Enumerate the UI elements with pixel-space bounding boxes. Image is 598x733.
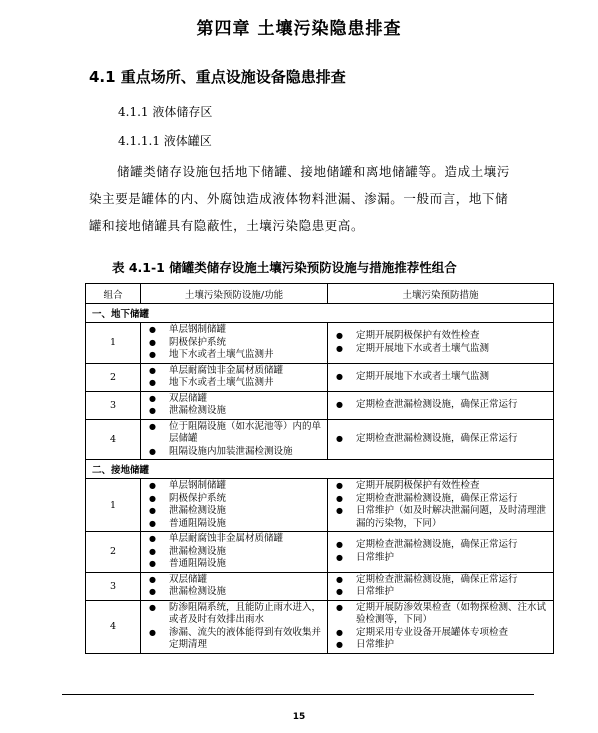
bullet-item: ● 泄漏检测设施 — [145, 546, 323, 559]
measures-cell — [328, 572, 554, 600]
row-number: 3 — [86, 572, 141, 600]
facilities-cell — [141, 323, 328, 364]
row-number: 4 — [86, 600, 141, 653]
table-row — [86, 363, 554, 391]
facilities-cell — [141, 363, 328, 391]
row-number: 2 — [86, 363, 141, 391]
table-row — [86, 323, 554, 364]
facilities-cell — [141, 419, 328, 460]
measures-cell — [328, 363, 554, 391]
section-title: 4.1 重点场所、重点设施设备隐患排查 — [89, 68, 346, 86]
bullet-item: ● 定期采用专业设备开展罐体专项检查 — [332, 627, 549, 640]
bullet-item: ● 定期开展阴极保护有效性检查 — [332, 330, 549, 343]
table-row — [86, 600, 554, 653]
bullet-item: ● 定期检查泄漏检测设施，确保正常运行 — [332, 493, 549, 506]
facilities-cell — [141, 479, 328, 532]
chapter-title: 第四章 土壤污染隐患排查 — [196, 19, 402, 39]
bullet-item: ● 定期开展地下水或者土壤气监测 — [332, 371, 549, 384]
bullet-item: ● 单层耐腐蚀非金属材质储罐 — [145, 365, 323, 378]
bullet-item: ● 定期开展地下水或者土壤气监测 — [332, 343, 549, 356]
footer-divider — [62, 694, 534, 695]
body-paragraph: 储罐类储存设施包括地下储罐、接地储罐和离地储罐等。造成土壤污染主要是罐体的内、外腐蚀造成液体物料泄漏、渗漏。一般而言，地下储罐和接地储罐具有隐蔽性，土壤污染隐患更高。 — [89, 164, 511, 233]
measures-cell — [328, 419, 554, 460]
group-label: 一、地下储罐 — [86, 304, 554, 323]
bullet-item: ● 单层钢制储罐 — [145, 324, 323, 337]
row-number: 3 — [86, 391, 141, 419]
bullet-item: ● 定期检查泄漏检测设施，确保正常运行 — [332, 433, 549, 446]
page-number: 15 — [292, 712, 306, 722]
table-group-row — [86, 304, 554, 323]
bullet-item: ● 日常维护 — [332, 552, 549, 565]
table-row — [86, 419, 554, 460]
table-row — [86, 479, 554, 532]
facilities-cell — [141, 391, 328, 419]
table-row — [86, 532, 554, 573]
bullet-item: ● 地下水或者土壤气监测井 — [145, 377, 323, 390]
bullet-item: ● 日常维护 — [332, 586, 549, 599]
bullet-item: ● 渗漏、流失的液体能得到有效收集并定期清理 — [145, 627, 323, 652]
bullet-item: ● 定期检查泄漏检测设施，确保正常运行 — [332, 539, 549, 552]
facilities-cell — [141, 572, 328, 600]
measures-cell — [328, 391, 554, 419]
bullet-item: ● 泄漏检测设施 — [145, 586, 323, 599]
bullet-item: ● 阴极保护系统 — [145, 493, 323, 506]
bullet-item: ● 地下水或者土壤气监测井 — [145, 349, 323, 362]
bullet-item: ● 普通阻隔设施 — [145, 558, 323, 571]
table-caption: 表 4.1-1 储罐类储存设施土壤污染预防设施与措施推荐性组合 — [112, 260, 457, 275]
bullet-item: ● 双层储罐 — [145, 393, 323, 406]
bullet-item: ● 防渗阻隔系统，且能防止雨水进入，或者及时有效排出雨水 — [145, 602, 323, 627]
bullet-item: ● 阴极保护系统 — [145, 337, 323, 350]
bullet-item: ● 定期开展防渗效果检查（如物探检测、注水试验检测等，下同） — [332, 602, 549, 627]
facilities-cell — [141, 600, 328, 653]
bullet-item: ● 泄漏检测设施 — [145, 405, 323, 418]
header-facilities: 土壤污染预防设施/功能 — [141, 284, 328, 304]
measures-cell — [328, 323, 554, 364]
measures-cell — [328, 600, 554, 653]
row-number: 1 — [86, 479, 141, 532]
bullet-item: ● 定期检查泄漏检测设施，确保正常运行 — [332, 574, 549, 587]
row-number: 1 — [86, 323, 141, 364]
measures-cell — [328, 532, 554, 573]
subsubsection-heading: 4.1.1.1 液体罐区 — [118, 134, 212, 148]
recommendation-table — [85, 283, 554, 654]
header-measures: 土壤污染预防措施 — [328, 284, 554, 304]
table-row — [86, 391, 554, 419]
row-number: 2 — [86, 532, 141, 573]
bullet-item: ● 单层耐腐蚀非金属材质储罐 — [145, 533, 323, 546]
bullet-item: ● 泄漏检测设施 — [145, 505, 323, 518]
bullet-item: ● 普通阻隔设施 — [145, 518, 323, 531]
table-row — [86, 572, 554, 600]
row-number: 4 — [86, 419, 141, 460]
group-label: 二、接地储罐 — [86, 460, 554, 479]
subsection-heading: 4.1.1 液体储存区 — [118, 105, 213, 119]
bullet-item: ● 日常维护（如及时解决泄漏问题，及时清理泄漏的污染物，下同） — [332, 505, 549, 530]
bullet-item: ● 日常维护 — [332, 639, 549, 652]
bullet-item: ● 定期开展阴极保护有效性检查 — [332, 480, 549, 493]
facilities-cell — [141, 532, 328, 573]
bullet-item: ● 双层储罐 — [145, 574, 323, 587]
bullet-item: ● 阻隔设施内加装泄漏检测设施 — [145, 446, 323, 459]
header-combination: 组合 — [86, 284, 141, 304]
bullet-item: ● 位于阻隔设施（如水泥池等）内的单层储罐 — [145, 421, 323, 446]
bullet-item: ● 单层钢制储罐 — [145, 480, 323, 493]
measures-cell — [328, 479, 554, 532]
bullet-item: ● 定期检查泄漏检测设施，确保正常运行 — [332, 399, 549, 412]
table-header-row — [86, 284, 554, 304]
table-group-row — [86, 460, 554, 479]
